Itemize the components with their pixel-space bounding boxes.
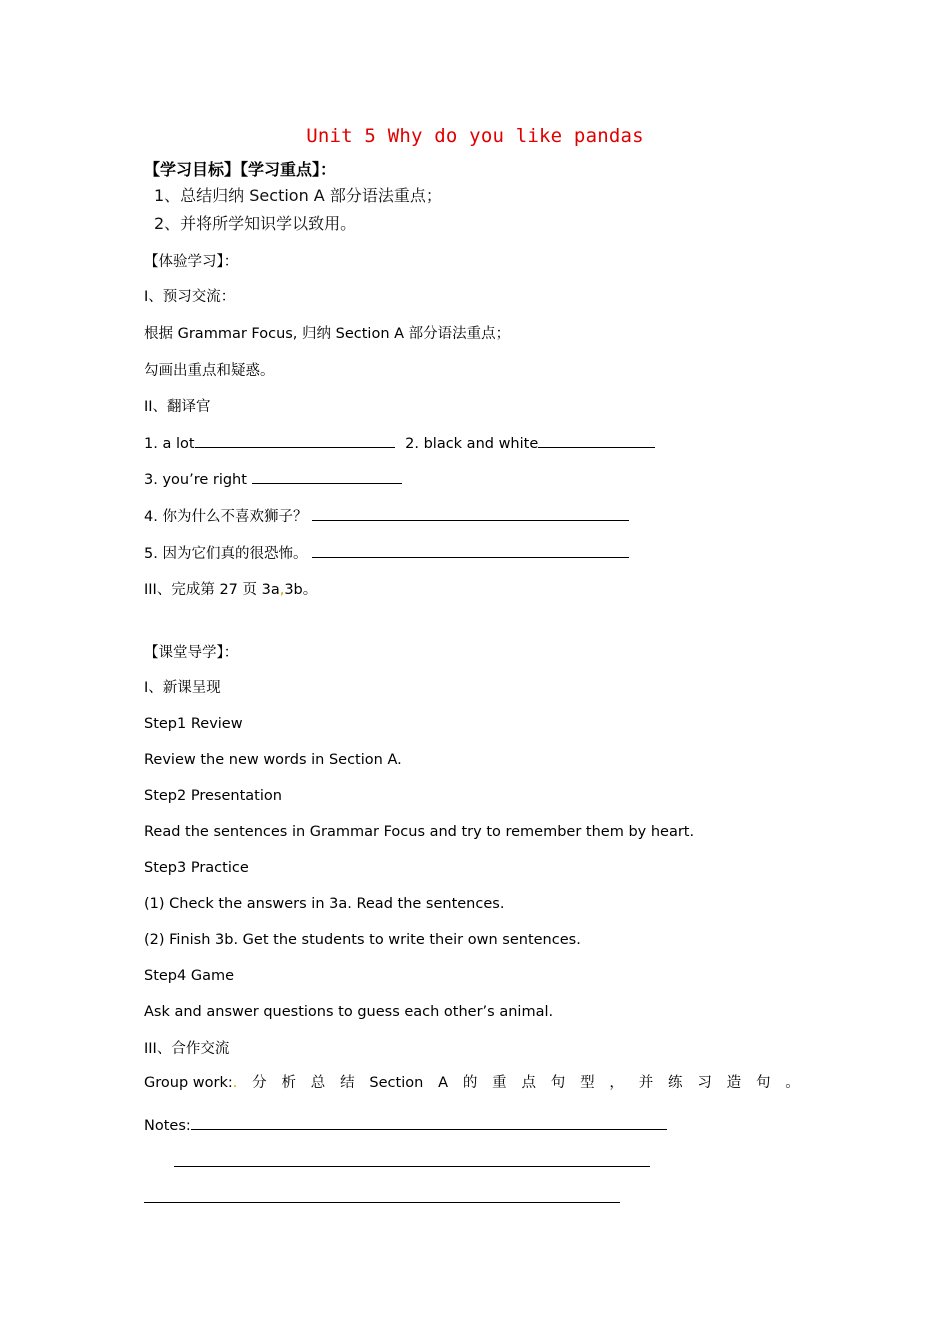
step3-item-1: (1) Check the answers in 3a. Read the sentences. (144, 896, 505, 912)
group-word: ， (609, 1075, 624, 1091)
step1-text: Review the new words in Section A. (144, 752, 402, 768)
group-word: 分 (252, 1075, 267, 1091)
group-word: 并 (638, 1075, 654, 1091)
question-5: 5. 因为它们真的很恐怖。 (144, 546, 308, 562)
answer-blank-5[interactable] (312, 543, 629, 558)
answer-blank-4[interactable] (312, 506, 629, 521)
group-word: 总 (310, 1075, 326, 1091)
classroom-heading: 【课堂导学】： (144, 645, 239, 661)
question-4: 4. 你为什么不喜欢狮子？ (144, 509, 308, 525)
question-3: 3. you’re right (144, 472, 247, 488)
translation-row-5 (144, 543, 629, 564)
group-word: 习 (697, 1075, 712, 1091)
step2-text: Read the sentences in Grammar Focus and try to remember them by heart. (144, 824, 695, 840)
page-title: Unit 5 Why do you like pandas (306, 125, 644, 147)
goals-heading: 【学习目标】【学习重点】： (144, 160, 337, 179)
group-word: 句 (550, 1075, 566, 1091)
group-word: 点 (521, 1075, 536, 1091)
answer-blank-2[interactable] (538, 433, 655, 448)
question-1: 1. a lot (144, 436, 195, 452)
step4-text: Ask and answer questions to guess each other’s animal. (144, 1004, 554, 1020)
group-word: 结 (340, 1075, 355, 1091)
learning-goals (144, 158, 442, 238)
group-word: A (438, 1075, 449, 1091)
group-word: 重 (492, 1075, 507, 1091)
notes-blank-1[interactable] (191, 1115, 667, 1130)
classroom-part3-title: III、合作交流 (144, 1041, 230, 1057)
preview-part3-text-b: 3b。 (284, 582, 318, 598)
group-word: 型 (580, 1075, 595, 1091)
step4-title: Step4 Game (144, 968, 235, 984)
answer-blank-3[interactable] (252, 469, 402, 484)
group-word: 句 (755, 1075, 771, 1091)
notes-label: Notes: (144, 1118, 191, 1134)
preview-part3 (144, 580, 317, 600)
group-word: 析 (281, 1075, 296, 1091)
group-word: 练 (668, 1075, 683, 1091)
answer-blank-1[interactable] (195, 433, 395, 448)
classroom-part1-title: I、新课呈现 (144, 680, 221, 696)
translation-row-3 (144, 469, 402, 490)
group-work-dot: . (232, 1075, 238, 1091)
translation-row-1 (144, 433, 655, 454)
question-2: 2. black and white (405, 436, 539, 452)
preview-part1-line2: 勾画出重点和疑惑。 (144, 363, 275, 379)
group-word: Section (369, 1075, 424, 1091)
group-work-line (144, 1073, 800, 1093)
step3-item-2: (2) Finish 3b. Get the students to write their own sentences. (144, 932, 581, 948)
notes-line (144, 1115, 667, 1136)
goal-item-1: 1、总结归纳 Section A 部分语法重点； (154, 186, 442, 205)
preview-part2-title: II、翻译官 (144, 399, 211, 415)
preview-part3-text: III、完成第 27 页 3a (144, 582, 280, 598)
group-word: 的 (462, 1075, 478, 1091)
preview-part1-title: I、预习交流： (144, 289, 236, 305)
notes-blank-2[interactable] (174, 1166, 650, 1167)
group-word: 。 (785, 1075, 800, 1091)
preview-part1-line1: 根据 Grammar Focus, 归纳 Section A 部分语法重点； (144, 326, 511, 342)
group-word: 造 (726, 1075, 742, 1091)
translation-row-4 (144, 506, 629, 527)
step1-title: Step1 Review (144, 716, 243, 732)
preview-part3-separator: , (279, 582, 285, 598)
group-work-label: Group work:. (144, 1075, 238, 1091)
goal-item-2: 2、并将所学知识学以致用。 (154, 214, 357, 233)
step3-title: Step3 Practice (144, 860, 249, 876)
notes-blank-3[interactable] (144, 1202, 620, 1203)
preview-heading: 【体验学习】： (144, 254, 239, 270)
step2-title: Step2 Presentation (144, 788, 282, 804)
